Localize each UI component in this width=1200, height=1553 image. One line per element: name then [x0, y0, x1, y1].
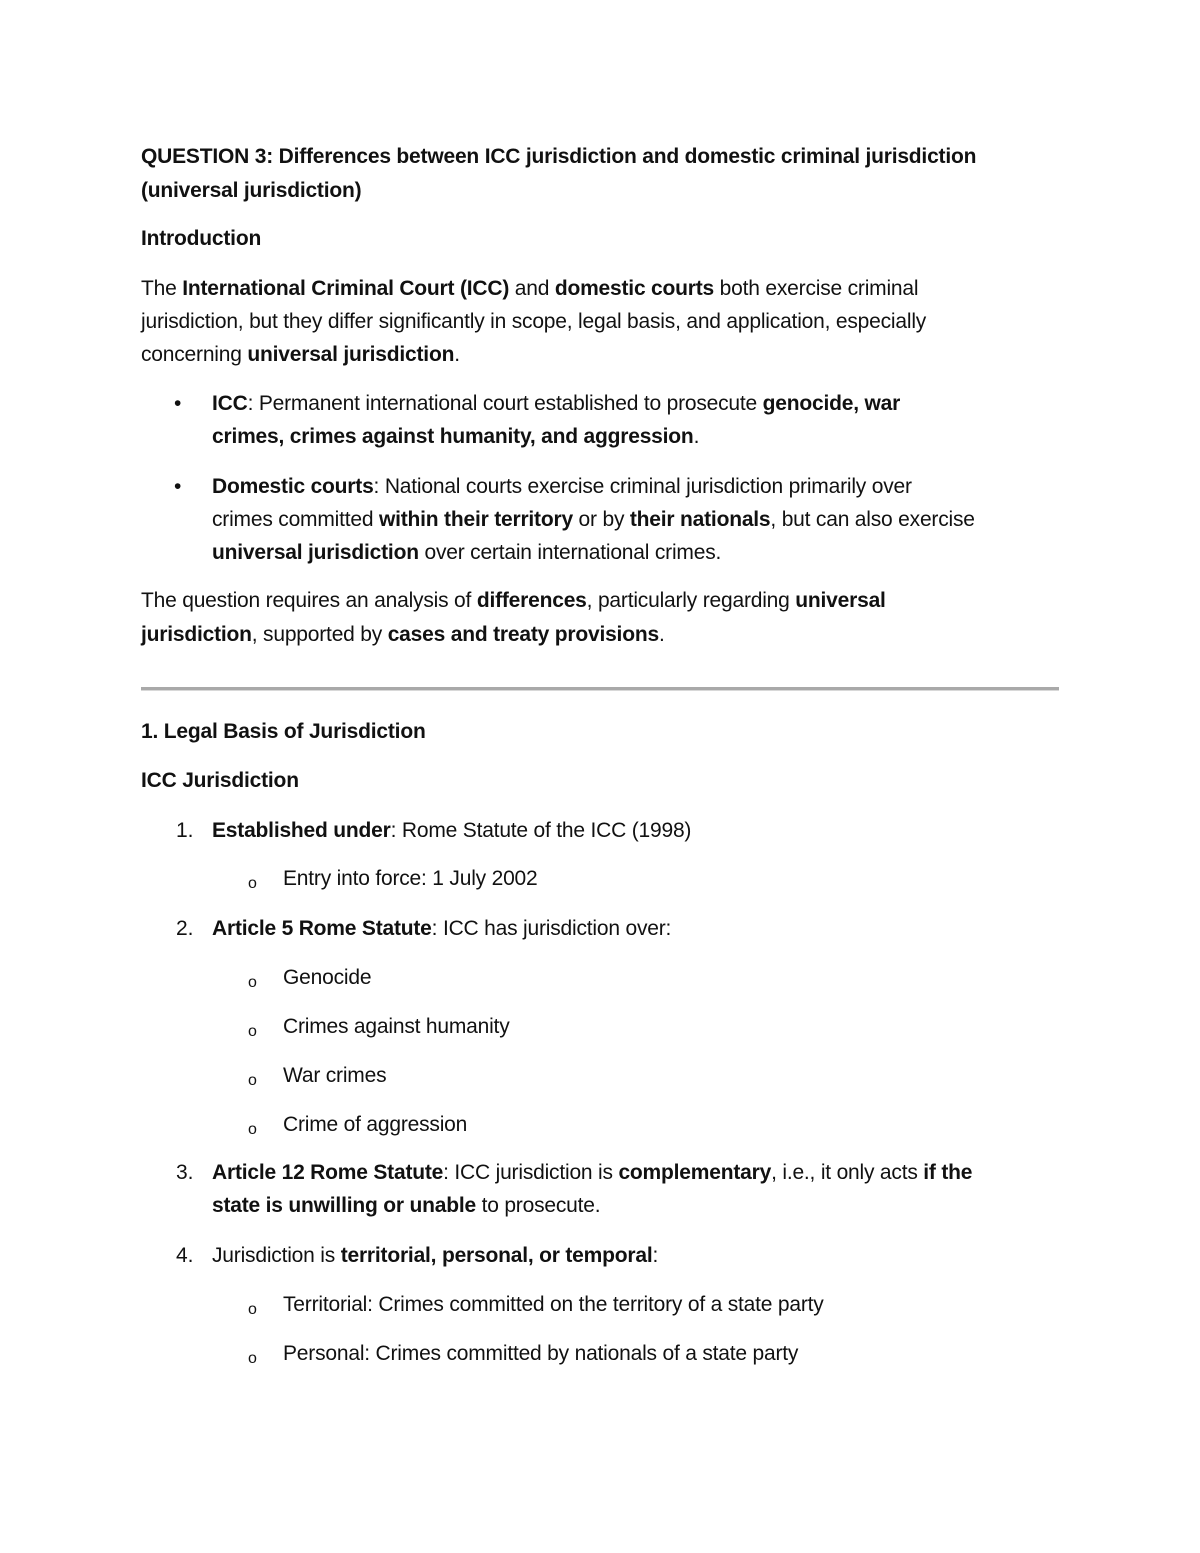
text-run-bold: crimes, crimes against humanity, and aggression	[212, 425, 694, 448]
horizontal-divider	[141, 687, 1059, 691]
text-run: The	[141, 277, 183, 300]
sub-marker-glyph: o	[248, 875, 257, 892]
bullet-domestic-line-3	[212, 540, 721, 566]
text-run-bold: within their territory	[378, 508, 573, 531]
text-run-bold: Established under	[212, 819, 391, 842]
icc-jurisdiction-subheading: ICC Jurisdiction	[141, 769, 299, 792]
sub-marker-glyph: o	[248, 1350, 257, 1367]
bullet-marker: •	[174, 392, 182, 415]
text-run: : ICC has jurisdiction over:	[431, 917, 672, 940]
text-run: , particularly regarding	[586, 589, 796, 612]
sub-item-crime-of-aggression: Crime of aggression	[283, 1113, 468, 1136]
list-item-jurisdiction-types	[212, 1243, 658, 1269]
bullet-marker: •	[174, 475, 182, 498]
text-run: : Rome Statute of the ICC (1998)	[390, 819, 692, 842]
text-run: concerning	[141, 343, 248, 366]
text-run-bold: jurisdiction	[141, 623, 252, 646]
sub-marker-glyph: o	[248, 974, 257, 991]
bullet-domestic-line-1	[212, 474, 912, 500]
sub-item-personal: Personal: Crimes committed by nationals of a state party	[283, 1342, 799, 1365]
text-run: .	[658, 623, 665, 646]
bullet-icc-line-2	[212, 424, 699, 450]
text-run-bold: complementary	[618, 1161, 772, 1184]
text-run: The question requires an analysis of	[141, 589, 477, 612]
text-run: both exercise criminal	[714, 277, 919, 300]
list-number: 3.	[176, 1161, 194, 1184]
sub-bullet-marker	[248, 1014, 257, 1042]
sub-marker-glyph: o	[248, 1301, 257, 1318]
sub-item-crimes-against-humanity: Crimes against humanity	[283, 1015, 510, 1038]
sub-bullet-marker	[248, 965, 257, 993]
text-run-bold: International Criminal Court (ICC)	[182, 277, 510, 300]
text-run: Jurisdiction is	[212, 1244, 341, 1267]
text-run: and	[509, 277, 555, 300]
sub-marker-glyph: o	[248, 1072, 257, 1089]
sub-marker-glyph: o	[248, 1121, 257, 1138]
bullet-domestic-line-2	[212, 507, 975, 533]
text-run-bold: universal jurisdiction	[247, 343, 455, 366]
sub-bullet-marker	[248, 1292, 257, 1320]
text-run-bold: their nationals	[629, 508, 771, 531]
list-number: 4.	[176, 1244, 194, 1267]
sub-bullet-marker	[248, 1063, 257, 1091]
list-number: 2.	[176, 917, 194, 940]
text-run-bold: domestic courts	[554, 277, 715, 300]
question-requirement-line-2	[141, 622, 665, 648]
sub-item-territorial: Territorial: Crimes committed on the territory of a state party	[283, 1293, 824, 1316]
sub-item-war-crimes: War crimes	[283, 1064, 387, 1087]
list-number: 1.	[176, 819, 194, 842]
text-run: to prosecute.	[475, 1194, 601, 1217]
list-item-article-12-line-1	[212, 1160, 972, 1186]
text-run: : ICC jurisdiction is	[443, 1161, 619, 1184]
text-run: , but can also exercise	[770, 508, 975, 531]
introduction-heading: Introduction	[141, 227, 262, 250]
question-requirement-line-1	[141, 588, 886, 614]
text-run-bold: state is unwilling or unable	[212, 1194, 476, 1217]
intro-paragraph-line-2: jurisdiction, but they differ significantly in scope, legal basis, and application, especially	[141, 310, 927, 333]
text-run: .	[693, 425, 700, 448]
sub-item-entry-into-force: Entry into force: 1 July 2002	[283, 867, 538, 890]
sub-bullet-marker	[248, 1341, 257, 1369]
list-item-article-12-line-2	[212, 1193, 600, 1219]
text-run-bold: Article 5 Rome Statute	[212, 917, 432, 940]
section-1-heading: 1. Legal Basis of Jurisdiction	[141, 720, 426, 743]
text-run: crimes committed	[212, 508, 379, 531]
text-run-bold: Domestic courts	[212, 475, 374, 498]
text-run-bold: genocide, war	[762, 392, 901, 415]
text-run: .	[454, 343, 460, 366]
sub-marker-glyph: o	[248, 1023, 257, 1040]
text-run-bold: cases and treaty provisions	[387, 623, 659, 646]
text-run-bold: territorial, personal, or temporal	[340, 1244, 653, 1267]
bullet-icc-line-1	[212, 391, 900, 417]
intro-paragraph-line-1	[141, 276, 918, 302]
text-run: , i.e., it only acts	[771, 1161, 924, 1184]
sub-bullet-marker	[248, 866, 257, 894]
text-run: over certain international crimes.	[418, 541, 722, 564]
text-run-bold: if the	[923, 1161, 973, 1184]
sub-bullet-marker	[248, 1112, 257, 1140]
sub-item-genocide: Genocide	[283, 966, 372, 989]
text-run-bold: differences	[476, 589, 587, 612]
text-run: : National courts exercise criminal jurisdiction primarily over	[373, 475, 912, 498]
question-title-line-2: (universal jurisdiction)	[141, 179, 362, 202]
text-run-bold: universal jurisdiction	[212, 541, 419, 564]
text-run: , supported by	[251, 623, 388, 646]
list-item-established	[212, 818, 691, 844]
intro-paragraph-line-3	[141, 342, 460, 368]
text-run-bold: ICC	[212, 392, 248, 415]
text-run: : Permanent international court established to prosecute	[247, 392, 763, 415]
text-run-bold: universal	[795, 589, 886, 612]
question-title-line-1: QUESTION 3: Differences between ICC jurisdiction and domestic criminal jurisdiction	[141, 145, 977, 168]
list-item-article-5	[212, 916, 671, 942]
text-run: or by	[572, 508, 630, 531]
text-run-bold: Article 12 Rome Statute	[212, 1161, 444, 1184]
text-run: :	[652, 1244, 659, 1267]
